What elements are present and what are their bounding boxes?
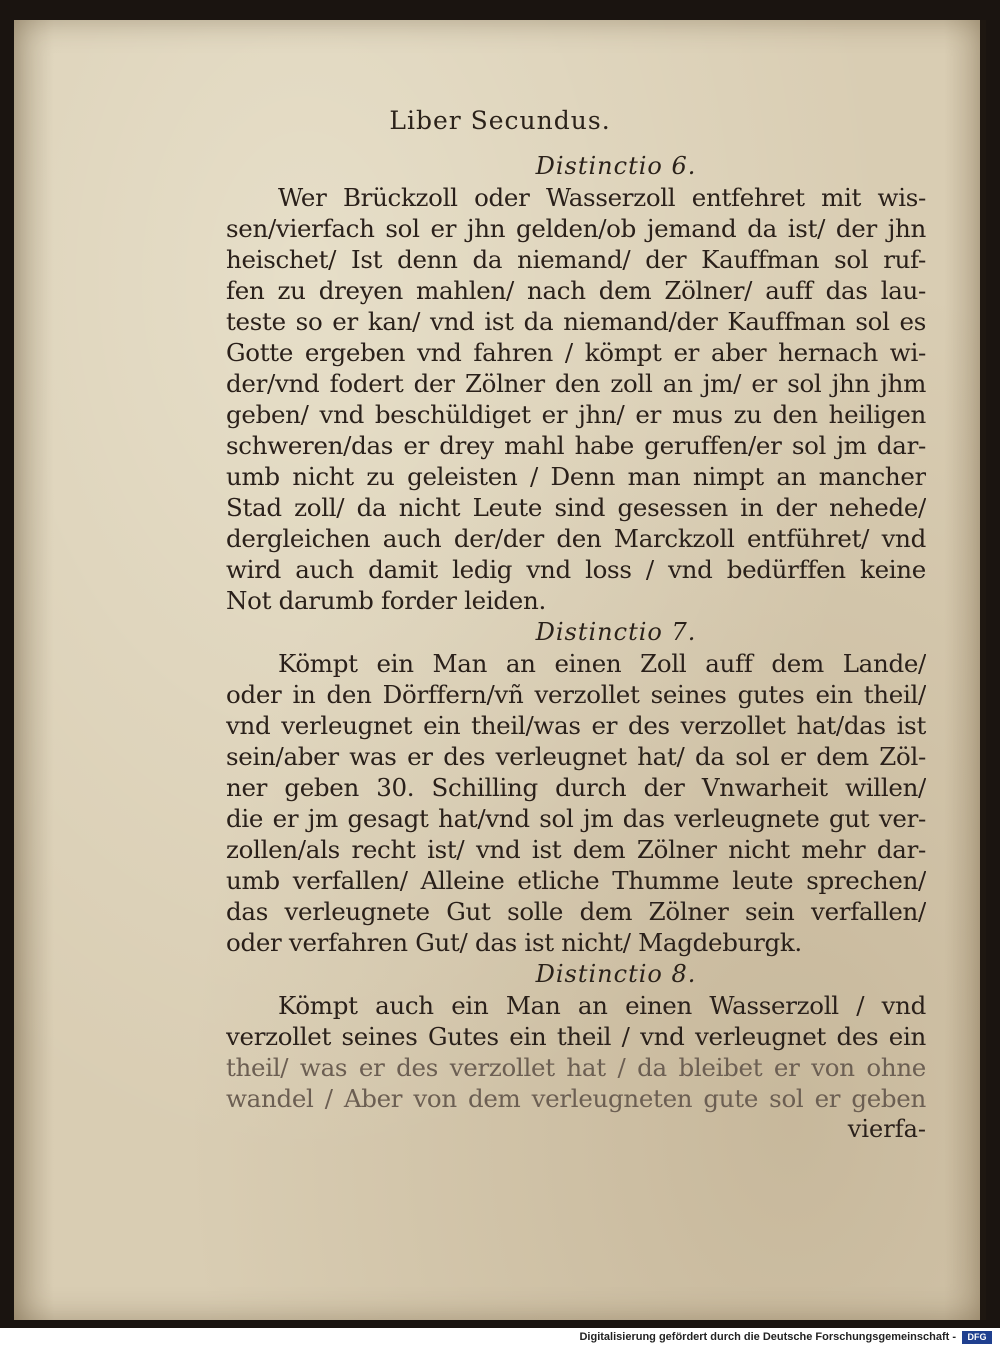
text-line: Wer Brückzoll oder Wasserzoll entfehret mit wis- [278,183,926,212]
section-heading: Distinctio 6. [535,152,697,180]
text-line: der/vnd fodert der Zölner den zoll an jm/ er sol jhn jhm [226,369,926,398]
text-block [226,150,926,1145]
text-line: verzollet seines Gutes ein theil / vnd verleugnet des ein [226,1022,926,1051]
text-line: umb nicht zu geleisten / Denn man nimpt an mancher [226,462,926,491]
catchword: vierfa- [847,1115,926,1143]
text-line: wird auch damit ledig vnd loss / vnd bedürffen keine [226,555,926,584]
text-line: sein/aber was er des verleugnet hat/ da sol er dem Zöl- [226,742,926,771]
text-line: teste so er kan/ vnd ist da niemand/der Kauffman sol es [226,307,926,336]
text-line: vnd verleugnet ein theil/was er des verzollet hat/das ist [226,711,926,740]
text-line: fen zu dreyen mahlen/ nach dem Zölner/ auff das lau- [226,276,926,305]
text-line: geben/ vnd beschüldiget er jhn/ er mus zu den heiligen [226,400,926,429]
text-line: Stad zoll/ da nicht Leute sind gesessen in der nehede/ [226,493,926,522]
text-line: heischet/ Ist denn da niemand/ der Kauffman sol ruf- [226,245,926,274]
text-line: Kömpt auch ein Man an einen Wasserzoll / vnd [278,991,926,1020]
funding-credit: Digitalisierung gefördert durch die Deutsche Forschungsgemeinschaft - [579,1331,956,1343]
text-line: ner geben 30. Schilling durch der Vnwarheit willen/ [226,773,926,802]
book-page [14,20,986,1320]
text-line: dergleichen auch der/der den Marckzoll entführet/ vnd [226,524,926,553]
text-line: sen/vierfach sol er jhn gelden/ob jemand da ist/ der jhn [226,214,926,243]
text-line: oder verfahren Gut/ das ist nicht/ Magdeburgk. [226,928,802,957]
text-line: Not darumb forder leiden. [226,586,546,615]
text-line: theil/ was er des verzollet hat / da bleibet er von ohne [226,1053,926,1082]
text-line: Kömpt ein Man an einen Zoll auff dem Lande/ [278,649,926,678]
text-line: zollen/als recht ist/ vnd ist dem Zölner nicht mehr dar- [226,835,926,864]
footer [0,1328,1000,1348]
page-edge [980,20,986,1320]
section-heading: Distinctio 8. [535,960,697,988]
dfg-logo: DFG [962,1331,992,1344]
text-line: umb verfallen/ Alleine etliche Thumme leute sprechen/ [226,866,926,895]
text-line: oder in den Dörffern/vñ verzollet seines gutes ein theil/ [226,680,926,709]
text-line: Gotte ergeben vnd fahren / kömpt er aber hernach wi- [226,338,926,367]
running-head: Liber Secundus. [389,106,611,135]
text-line: die er jm gesagt hat/vnd sol jm das verleugnete gut ver- [226,804,926,833]
text-line: das verleugnete Gut solle dem Zölner sein verfallen/ [226,897,926,926]
text-line: wandel / Aber von dem verleugneten gute sol er geben [226,1084,926,1113]
section-heading: Distinctio 7. [535,618,697,646]
text-line: schweren/das er drey mahl habe geruffen/er sol jm dar- [226,431,926,460]
